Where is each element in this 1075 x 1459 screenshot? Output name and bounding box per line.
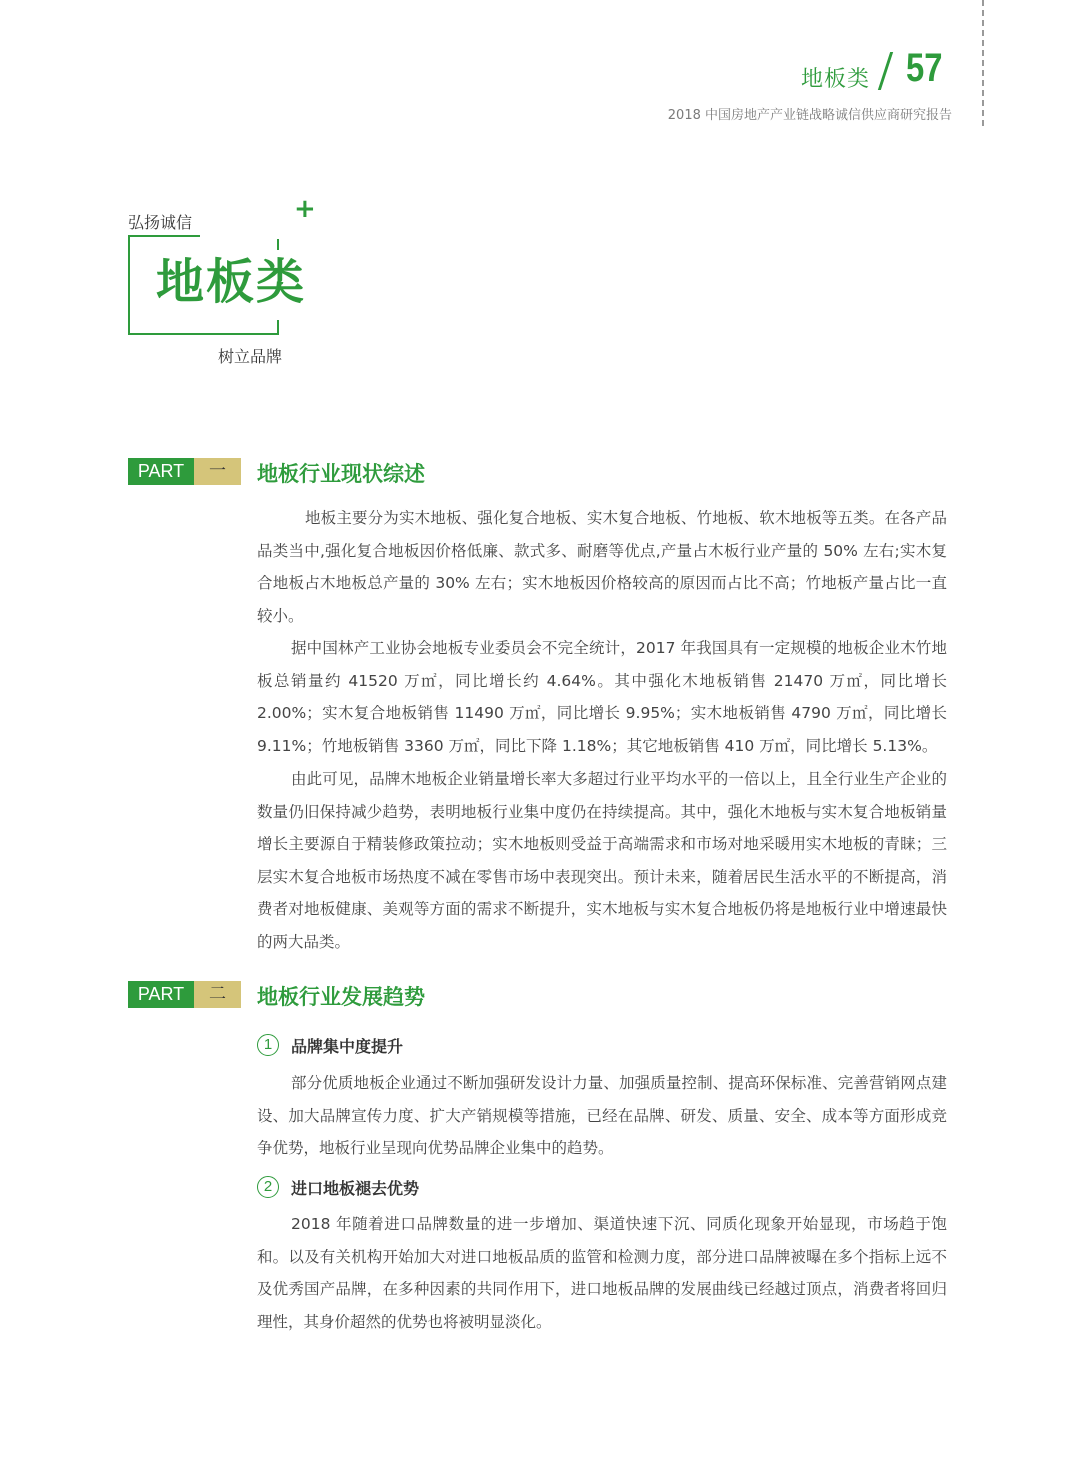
part1-paragraph: 由此可见，品牌木地板企业销量增长率大多超过行业平均水平的一倍以上，且全行业生产企业的数量仍旧保持减少趋势，表明地板行业集中度仍在持续提高。其中，强化木地板与实木复合地板销量增长主要源自于精装修政策拉动；实木地板则受益于高端需求和市场对地采暖用实木地板的青睐；三层实木复合地板市场热度不减在零售市场中表现突出。预计未来，随着居民生活水平的不断提高，消费者对地板健康、美观等方面的需求不断提升，实木地板与实木复合地板仍将是地板行业中增速最快的两大品类。 bbox=[257, 770, 947, 951]
part2-label: PART bbox=[128, 981, 194, 1008]
header-section-title: 地板类 bbox=[800, 67, 870, 92]
part2-title: 地板行业发展趋势 bbox=[257, 985, 425, 1009]
part1-title: 地板行业现状综述 bbox=[257, 462, 425, 486]
trend-heading bbox=[257, 1174, 419, 1200]
header-slash bbox=[878, 52, 893, 90]
part1-paragraph: 据中国林产工业协会地板专业委员会不完全统计，2017 年我国具有一定规模的地板企业木竹地板总销量约 41520 万㎡，同比增长约 4.64%。其中强化木地板销售 21470 万㎡，同比增长 2.00%；实木复合地板销售 11490 万㎡，同比增长 9.95%；实木地板销售 4790 万㎡，同比增长 9.11%；竹地板销售 3360 万㎡，同比下降 1.18%；其它地板销售 410 万㎡，同比增长 5.13%。 bbox=[257, 639, 947, 755]
trend-heading bbox=[257, 1032, 403, 1058]
trend-paragraph: 部分优质地板企业通过不断加强研发设计力量、加强质量控制、提高环保标准、完善营销网点建设、加大品牌宣传力度、扩大产销规模等措施，已经在品牌、研发、质量、安全、成本等方面形成竞争优势，地板行业呈现向优势品牌企业集中的趋势。 bbox=[257, 1074, 947, 1157]
trend-paragraph: 2018 年随着进口品牌数量的进一步增加、渠道快速下沉、同质化现象开始显现，市场趋于饱和。以及有关机构开始加大对进口地板品质的监管和检测力度，部分进口品牌被曝在多个指标上远不及优秀国产品牌，在多种因素的共同作用下，进口地板品牌的发展曲线已经越过顶点，消费者将回归理性，其身价超然的优势也将被明显淡化。 bbox=[257, 1215, 947, 1331]
part1-paragraph: 地板主要分为实木地板、强化复合地板、实木复合地板、竹地板、软木地板等五类。在各产品品类当中,强化复合地板因价格低廉、款式多、耐磨等优点,产量占木板行业产量的 50% 左右;实木复合地板占木地板总产量的 30% 左右；实木地板因价格较高的原因而占比不高；竹地板产量占比一直较小。 bbox=[257, 509, 947, 625]
hero-frame-gap-top bbox=[200, 233, 282, 239]
trend-title: 进口地板褪去优势 bbox=[291, 1178, 420, 1198]
trend-title: 品牌集中度提升 bbox=[291, 1036, 404, 1056]
part2-number: 二 bbox=[194, 981, 241, 1008]
part1-badge bbox=[128, 458, 241, 485]
header-dashed-rule bbox=[982, 0, 984, 126]
page-number: 57 bbox=[906, 46, 943, 90]
hero-title: 地板类 bbox=[156, 254, 307, 310]
hero-top-text: 弘扬诚信 bbox=[128, 213, 193, 232]
circled-number-icon: 2 bbox=[257, 1176, 279, 1198]
part2-badge bbox=[128, 981, 241, 1008]
hero-bottom-text: 树立品牌 bbox=[218, 347, 283, 366]
part1-label: PART bbox=[128, 458, 194, 485]
circled-number-icon: 1 bbox=[257, 1034, 279, 1056]
plus-icon: + bbox=[294, 194, 316, 224]
report-title: 2018 中国房地产产业链战略诚信供应商研究报告 bbox=[667, 108, 952, 123]
part1-number: 一 bbox=[194, 458, 241, 485]
